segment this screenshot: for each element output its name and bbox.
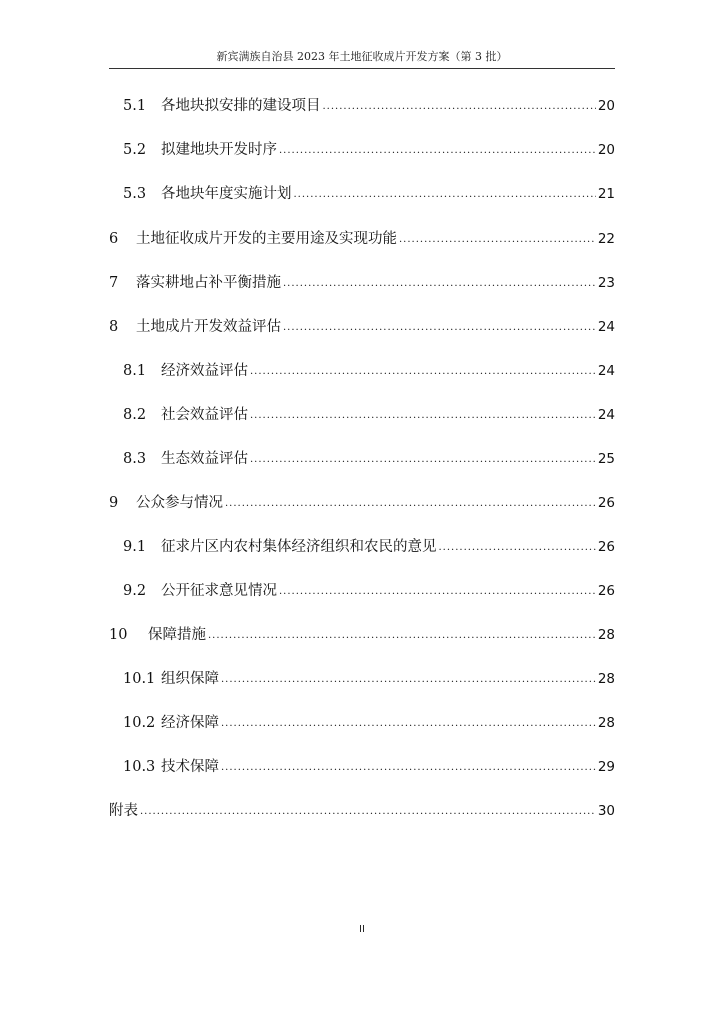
toc-page: 26 [597, 495, 615, 511]
toc-leader [140, 803, 596, 821]
toc-page: 28 [597, 627, 615, 643]
toc-title: 拟建地块开发时序 [161, 142, 277, 158]
toc-title: 公众参与情况 [136, 495, 223, 511]
toc-number: 5.1 [123, 98, 147, 114]
toc-entry-6[interactable] [109, 229, 615, 249]
toc-page: 26 [597, 583, 615, 599]
toc-entry-8-1[interactable] [123, 361, 615, 381]
toc-title: 土地成片开发效益评估 [136, 319, 281, 335]
toc-title: 组织保障 [161, 671, 219, 687]
toc-leader [283, 319, 596, 337]
toc-number: 9.1 [123, 539, 147, 555]
toc-entry-5-3[interactable] [123, 184, 615, 204]
toc-title: 公开征求意见情况 [161, 583, 277, 599]
toc-leader [279, 583, 596, 601]
toc-page: 29 [597, 759, 615, 775]
toc-page: 22 [597, 231, 615, 247]
toc-page: 25 [597, 451, 615, 467]
toc-leader [208, 627, 596, 645]
toc-number: 5.2 [123, 142, 147, 158]
toc-number: 10.1 [123, 671, 156, 687]
toc-title: 经济效益评估 [161, 363, 248, 379]
toc-leader [221, 715, 596, 733]
toc-page: 21 [597, 186, 615, 202]
toc-entry-10-2[interactable] [123, 713, 615, 733]
toc-leader [221, 671, 596, 689]
toc-entry-8-3[interactable] [123, 449, 615, 469]
toc-leader [323, 98, 596, 116]
toc-entry-7[interactable] [109, 273, 615, 293]
toc-number: 8.2 [123, 407, 147, 423]
toc-page: 24 [597, 319, 615, 335]
toc-leader [250, 451, 596, 469]
toc-page: 28 [597, 715, 615, 731]
toc-number: 5.3 [123, 186, 147, 202]
toc-entry-8-2[interactable] [123, 405, 615, 425]
toc-entry-9-1[interactable] [123, 537, 615, 557]
toc-entry-10-1[interactable] [123, 669, 615, 689]
toc-entry-appendix[interactable] [109, 801, 615, 821]
toc-leader [250, 363, 596, 381]
toc-number: 10 [109, 627, 128, 643]
toc-leader [399, 231, 596, 249]
toc-leader [250, 407, 596, 425]
toc-page: 24 [597, 407, 615, 423]
toc-page: 24 [597, 363, 615, 379]
toc-title: 各地块年度实施计划 [161, 186, 292, 202]
toc-title: 保障措施 [148, 627, 206, 643]
toc-title: 生态效益评估 [161, 451, 248, 467]
page-number: II [359, 924, 365, 935]
toc-page: 26 [597, 539, 615, 555]
toc-leader [294, 186, 596, 204]
toc-page: 30 [597, 803, 615, 819]
toc-number: 6 [109, 231, 119, 247]
toc-leader [283, 275, 596, 293]
toc-number: 8 [109, 319, 119, 335]
toc-number: 9.2 [123, 583, 147, 599]
toc-number: 7 [109, 275, 119, 291]
toc-title: 经济保障 [161, 715, 219, 731]
toc-leader [221, 759, 596, 777]
toc-entry-5-1[interactable] [123, 96, 615, 116]
toc-number: 10.3 [123, 759, 156, 775]
toc-number: 9 [109, 495, 119, 511]
toc-title: 征求片区内农村集体经济组织和农民的意见 [161, 539, 437, 555]
toc-page: 20 [597, 98, 615, 114]
toc-page: 28 [597, 671, 615, 687]
toc-number: 10.2 [123, 715, 156, 731]
toc-entry-5-2[interactable] [123, 140, 615, 160]
toc-leader [439, 539, 596, 557]
toc-entry-9[interactable] [109, 493, 615, 513]
toc-entry-10[interactable] [109, 625, 615, 645]
toc-title: 社会效益评估 [161, 407, 248, 423]
toc-leader [225, 495, 596, 513]
toc-page: 23 [597, 275, 615, 291]
toc-leader [279, 142, 596, 160]
toc-title: 土地征收成片开发的主要用途及实现功能 [136, 231, 397, 247]
toc-entry-10-3[interactable] [123, 757, 615, 777]
toc-page: 20 [597, 142, 615, 158]
toc-title: 技术保障 [161, 759, 219, 775]
toc-entry-9-2[interactable] [123, 581, 615, 601]
toc-number: 8.1 [123, 363, 147, 379]
toc-number: 8.3 [123, 451, 147, 467]
toc-title: 附表 [109, 803, 138, 819]
toc-title: 各地块拟安排的建设项目 [161, 98, 321, 114]
page-header: 新宾满族自治县 2023 年土地征收成片开发方案（第 3 批） [216, 50, 508, 63]
toc-entry-8[interactable] [109, 317, 615, 337]
toc-title: 落实耕地占补平衡措施 [136, 275, 281, 291]
